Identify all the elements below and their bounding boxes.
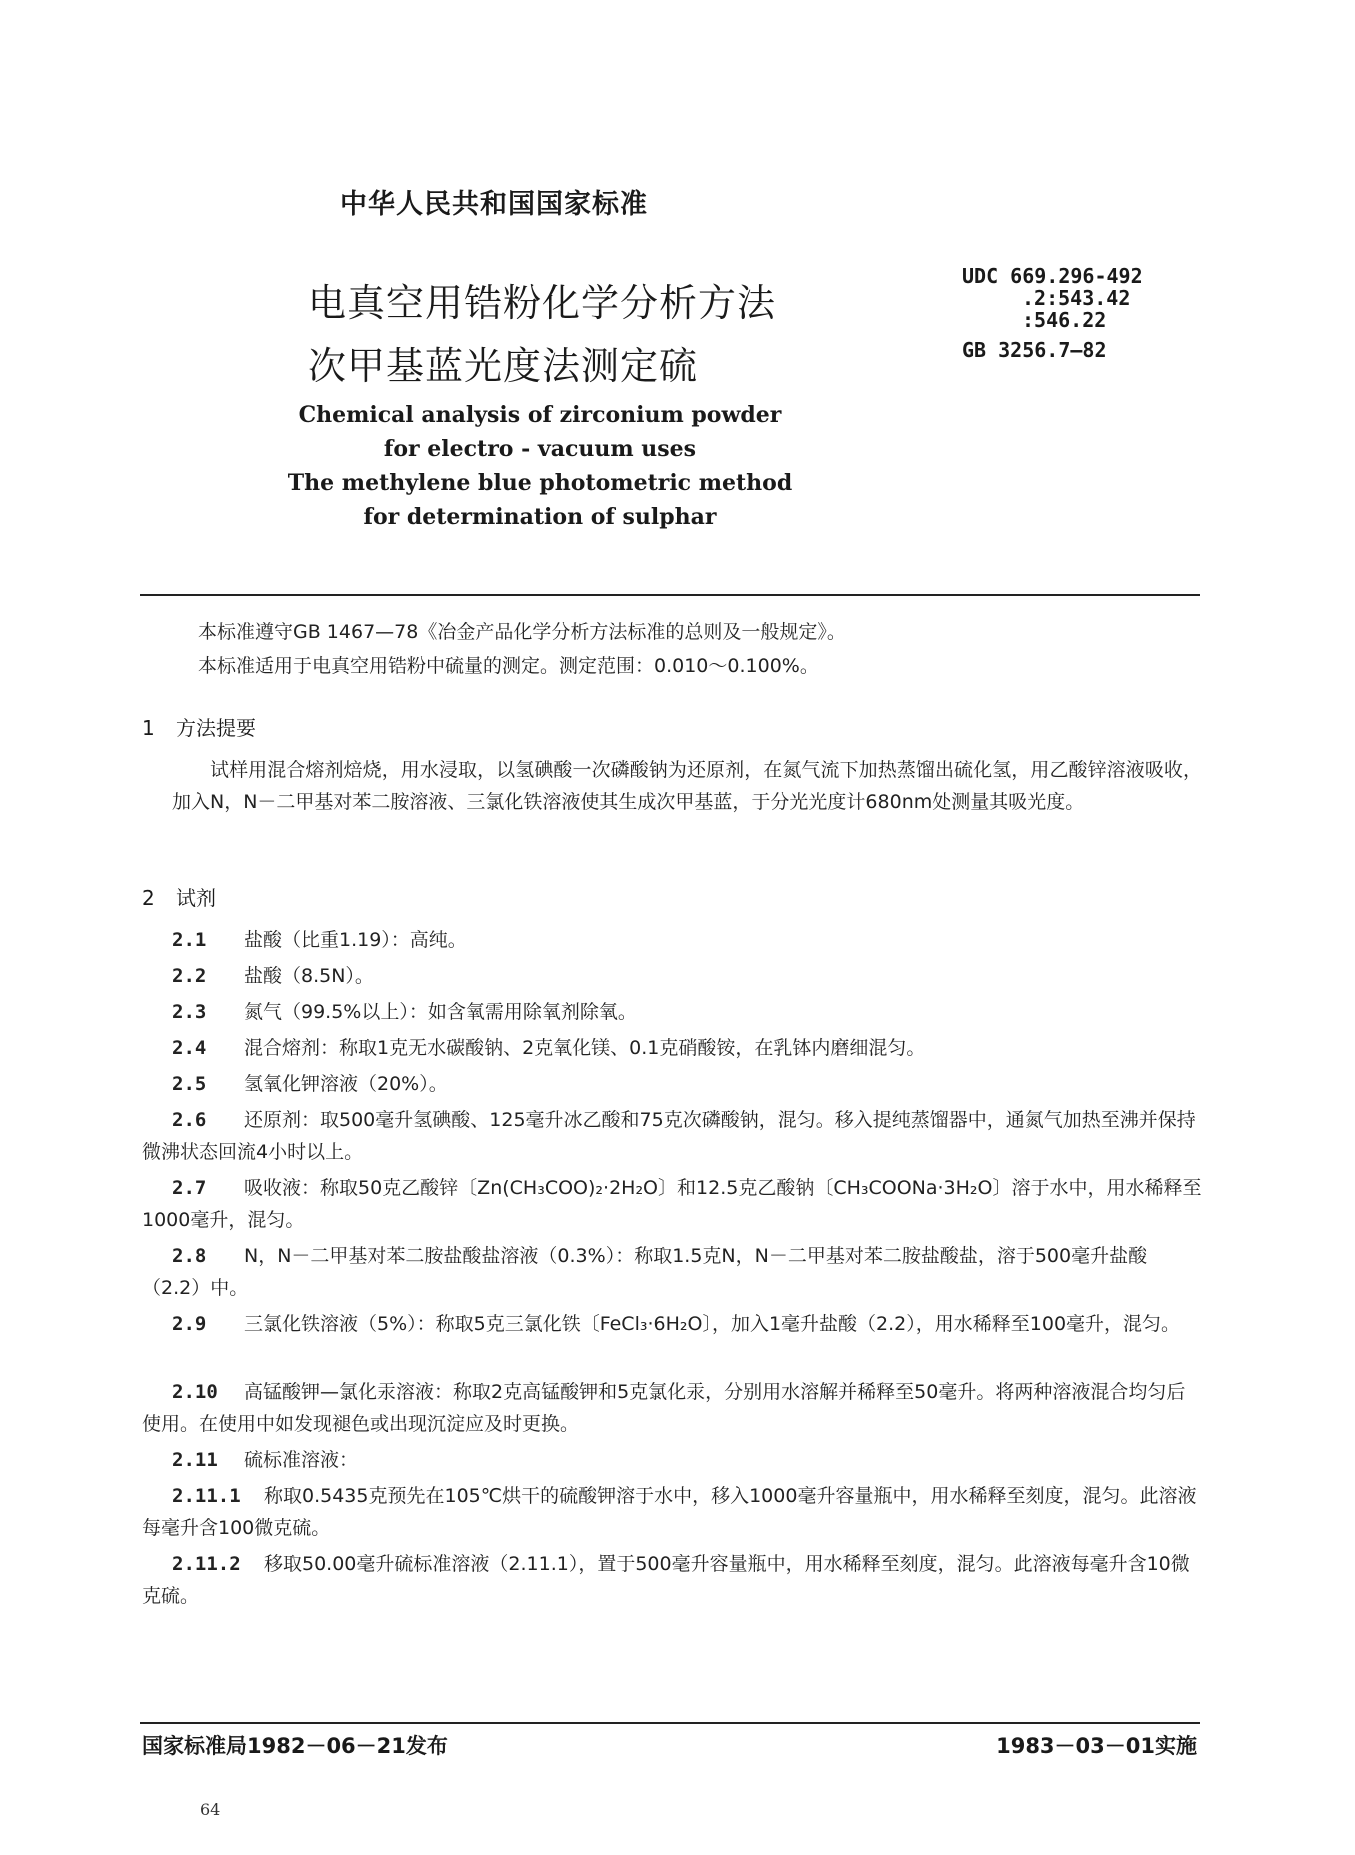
reagent-text: N，N－二甲基对苯二胺盐酸盐溶液（0.3%）：称取1.5克N，N－二甲基对苯二胺盐酸盐，溶于500毫升盐酸（2.2）中。 [142, 1245, 1148, 1299]
reagent-item [142, 1104, 1202, 1168]
reagent-text: 高锰酸钾—氯化汞溶液：称取2克高锰酸钾和5克氯化汞，分别用水溶解并稀释至50毫升。将两种溶液混合均匀后使用。在使用中如发现褪色或出现沉淀应及时更换。 [142, 1381, 1186, 1435]
english-title-line-1: Chemical analysis of zirconium powder [298, 402, 782, 428]
footer-divider [140, 1722, 1200, 1724]
reagent-text: 称取0.5435克预先在105℃烘干的硫酸钾溶于水中，移入1000毫升容量瓶中，用水稀释至刻度，混匀。此溶液每毫升含100微克硫。 [142, 1485, 1197, 1539]
reagent-number: 2.8 [172, 1245, 207, 1267]
english-title [280, 398, 800, 534]
reagent-item [142, 1548, 1202, 1612]
reagent-item [142, 1068, 1202, 1100]
reagent-item [142, 1308, 1202, 1340]
section-2-heading [142, 882, 216, 911]
english-title-line-4: for determination of sulphar [363, 504, 717, 530]
reagent-text: 混合熔剂：称取1克无水碳酸钠、2克氧化镁、0.1克硝酸铵，在乳钵内磨细混匀。 [244, 1037, 926, 1059]
national-standard-heading: 中华人民共和国国家标准 [340, 189, 648, 220]
reagent-number: 2.2 [172, 965, 207, 987]
udc-classification [962, 265, 1143, 361]
reagent-item [142, 1444, 1202, 1476]
reagent-number: 2.11.2 [172, 1553, 241, 1575]
section-2-number: 2 [142, 886, 155, 910]
reagent-text: 盐酸（8.5N）。 [244, 965, 374, 987]
intro-line-2: 本标准适用于电真空用锆粉中硫量的测定。测定范围：0.010～0.100%。 [198, 655, 819, 677]
reagent-text: 移取50.00毫升硫标准溶液（2.11.1），置于500毫升容量瓶中，用水稀释至刻度，混匀。此溶液每毫升含10微克硫。 [142, 1553, 1190, 1607]
reagent-number: 2.9 [172, 1313, 207, 1335]
reagent-item [142, 1480, 1202, 1544]
reagent-number: 2.7 [172, 1177, 207, 1199]
reagent-text: 三氯化铁溶液（5%）：称取5克三氯化铁〔FeCl₃·6H₂O〕，加入1毫升盐酸（2.2），用水稀释至100毫升，混匀。 [244, 1313, 1181, 1335]
gb-number: GB 3256.7—82 [962, 338, 1107, 362]
reagent-number: 2.4 [172, 1037, 207, 1059]
reagent-number: 2.6 [172, 1109, 207, 1131]
reagent-text: 硫标准溶液： [244, 1449, 359, 1471]
section-1-text: 试样用混合熔剂焙烧，用水浸取，以氢碘酸一次磷酸钠为还原剂，在氮气流下加热蒸馏出硫化氢，用乙酸锌溶液吸收，加入N，N－二甲基对苯二胺溶液、三氯化铁溶液使其生成次甲基蓝，于分光光度计680nm处测量其吸光度。 [172, 759, 1202, 813]
reagent-item [142, 996, 1202, 1028]
intro-line-1: 本标准遵守GB 1467—78《冶金产品化学分析方法标准的总则及一般规定》。 [198, 621, 846, 643]
reagent-text: 氮气（99.5%以上）：如含氧需用除氧剂除氧。 [244, 1001, 637, 1023]
section-1-number: 1 [142, 716, 155, 740]
reagent-item [142, 1240, 1202, 1304]
reagent-item [142, 1172, 1202, 1236]
reagent-text: 吸收液：称取50克乙酸锌〔Zn(CH₃COO)₂·2H₂O〕和12.5克乙酸钠〔CH₃COONa·3H₂O〕溶于水中，用水稀释至1000毫升，混匀。 [142, 1177, 1202, 1231]
issue-date: 国家标准局1982－06－21发布 [142, 1734, 448, 1758]
chinese-title-line-2: 次甲基蓝光度法测定硫 [308, 344, 699, 388]
reagent-text: 还原剂：取500毫升氢碘酸、125毫升冰乙酸和75克次磷酸钠，混匀。移入提纯蒸馏器中，通氮气加热至沸并保持微沸状态回流4小时以上。 [142, 1109, 1196, 1163]
chinese-title-line-1: 电真空用锆粉化学分析方法 [308, 281, 777, 325]
reagent-item [142, 960, 1202, 992]
reagent-number: 2.11 [172, 1449, 218, 1471]
header-divider [140, 594, 1200, 596]
reagent-text: 氢氧化钾溶液（20%）。 [244, 1073, 448, 1095]
reagent-item [142, 924, 1202, 956]
section-1-title: 方法提要 [176, 716, 256, 740]
english-title-line-2: for electro - vacuum uses [383, 436, 697, 462]
reagent-number: 2.5 [172, 1073, 207, 1095]
section-1-heading [142, 712, 256, 741]
udc-line-2: .2:543.42 [1022, 286, 1131, 310]
section-2-title: 试剂 [176, 886, 216, 910]
reagent-item [142, 1376, 1202, 1440]
reagent-number: 2.11.1 [172, 1485, 241, 1507]
page-number: 64 [200, 1800, 221, 1819]
reagent-number: 2.3 [172, 1001, 207, 1023]
english-title-line-3: The methylene blue photometric method [287, 470, 793, 496]
effective-date: 1983－03－01实施 [996, 1734, 1197, 1758]
reagent-number: 2.1 [172, 929, 207, 951]
reagent-item [142, 1032, 1202, 1064]
reagent-text: 盐酸（比重1.19）：高纯。 [244, 929, 467, 951]
udc-line-1: UDC 669.296-492 [962, 264, 1143, 288]
reagent-number: 2.10 [172, 1381, 218, 1403]
udc-line-3: :546.22 [1022, 308, 1107, 332]
